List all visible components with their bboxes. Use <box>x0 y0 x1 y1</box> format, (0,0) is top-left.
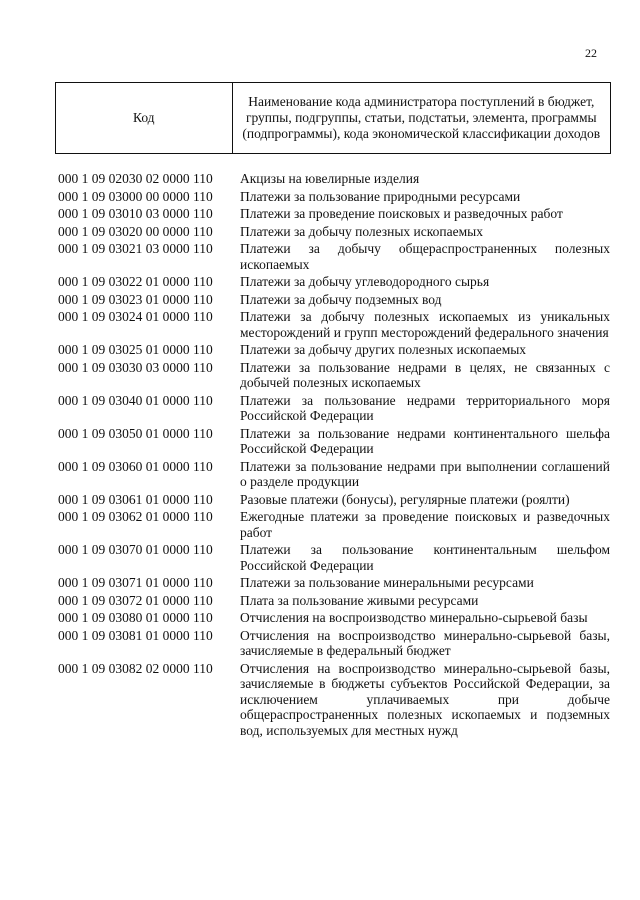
list-item <box>58 661 610 739</box>
item-name: Платежи за добычу общераспространенных полезных ископаемых <box>240 241 610 272</box>
item-name: Отчисления на воспроизводство минерально-сырьевой базы, зачисляемые в федеральный бюджет <box>240 627 610 658</box>
code-column-header: Код <box>56 83 233 154</box>
list-item <box>58 575 610 591</box>
list-item <box>58 292 610 308</box>
item-name: Платежи за добычу углеводородного сырья <box>240 274 490 289</box>
item-code: 000 1 09 03021 03 0000 110 <box>58 241 213 256</box>
item-code: 000 1 09 03023 01 0000 110 <box>58 291 213 307</box>
item-code: 000 1 09 03024 01 0000 110 <box>58 309 213 324</box>
item-name: Отчисления на воспроизводство минерально-сырьевой базы, зачисляемые в бюджеты субъектов Российской Федерации, за исключением уплачиваемых при добыче общераспространенных полезных ископаемых и подземных вод, используемых для местных нужд <box>240 660 610 738</box>
item-name: Платежи за добычу полезных ископаемых <box>240 223 483 239</box>
item-code: 000 1 09 03025 01 0000 110 <box>58 342 213 357</box>
item-name: Платежи за пользование недрами континентального шельфа Российской Федерации <box>240 425 610 456</box>
header-row <box>56 83 611 154</box>
item-code: 000 1 09 03080 01 0000 110 <box>58 610 213 625</box>
item-code: 000 1 09 03072 01 0000 110 <box>58 592 213 608</box>
item-code: 000 1 09 03030 03 0000 110 <box>58 359 213 375</box>
item-code: 000 1 09 03081 01 0000 110 <box>58 627 213 643</box>
item-code: 000 1 09 03062 01 0000 110 <box>58 509 213 524</box>
list-item <box>58 459 610 490</box>
item-code: 000 1 09 03000 00 0000 110 <box>58 188 213 204</box>
item-code: 000 1 09 03070 01 0000 110 <box>58 542 213 557</box>
list-item <box>58 241 610 272</box>
list-item <box>58 426 610 457</box>
item-name: Платежи за проведение поисковых и разведочных работ <box>240 206 563 221</box>
item-code: 000 1 09 03060 01 0000 110 <box>58 458 213 474</box>
header-table <box>55 82 611 154</box>
item-code: 000 1 09 03082 02 0000 110 <box>58 660 213 676</box>
item-name: Платежи за добычу полезных ископаемых из уникальных месторождений и групп месторождений федерального значения <box>240 309 610 340</box>
item-name: Платежи за добычу других полезных ископаемых <box>240 342 527 357</box>
item-name: Платежи за пользование недрами территориального моря Российской Федерации <box>240 392 610 423</box>
item-code: 000 1 09 03022 01 0000 110 <box>58 274 213 289</box>
list-item <box>58 593 610 609</box>
list-item <box>58 542 610 573</box>
item-name: Платежи за пользование недрами в целях, не связанных с добычей полезных ископаемых <box>240 359 610 390</box>
item-code: 000 1 09 03050 01 0000 110 <box>58 425 213 441</box>
item-name: Платежи за пользование природными ресурсами <box>240 188 521 204</box>
list-item <box>58 224 610 240</box>
list-item <box>58 610 610 626</box>
item-code: 000 1 09 02030 02 0000 110 <box>58 171 213 186</box>
item-code: 000 1 09 03040 01 0000 110 <box>58 392 213 408</box>
list-item <box>58 628 610 659</box>
item-name: Платежи за пользование минеральными ресурсами <box>240 575 534 590</box>
item-name: Платежи за пользование недрами при выполнении соглашений о разделе продукции <box>240 458 610 489</box>
item-name: Ежегодные платежи за проведение поисковых и разведочных работ <box>240 509 610 540</box>
item-code: 000 1 09 03071 01 0000 110 <box>58 575 213 590</box>
item-name: Акцизы на ювелирные изделия <box>240 171 420 186</box>
item-code: 000 1 09 03010 03 0000 110 <box>58 206 213 221</box>
list-item <box>58 206 610 222</box>
name-column-header: Наименование кода администратора поступлений в бюджет, группы, подгруппы, статьи, подстатьи, элемента, программы (подпрограммы), кода экономической классификации доходов <box>232 83 610 154</box>
item-name: Отчисления на воспроизводство минерально-сырьевой базы <box>240 610 588 625</box>
item-code: 000 1 09 03061 01 0000 110 <box>58 491 213 507</box>
list-item <box>58 171 610 187</box>
item-name: Платежи за пользование континентальным шельфом Российской Федерации <box>240 542 610 573</box>
list-item <box>58 492 610 508</box>
item-name: Разовые платежи (бонусы), регулярные платежи (роялти) <box>240 491 570 507</box>
item-name: Плата за пользование живыми ресурсами <box>240 592 479 608</box>
list-item <box>58 342 610 358</box>
list-item <box>58 274 610 290</box>
list-item <box>58 393 610 424</box>
item-name: Платежи за добычу подземных вод <box>240 291 442 307</box>
page-number: 22 <box>585 46 597 60</box>
list-item <box>58 360 610 391</box>
list-item <box>58 509 610 540</box>
classification-list <box>58 171 610 740</box>
item-code: 000 1 09 03020 00 0000 110 <box>58 223 213 239</box>
list-item <box>58 309 610 340</box>
list-item <box>58 189 610 205</box>
